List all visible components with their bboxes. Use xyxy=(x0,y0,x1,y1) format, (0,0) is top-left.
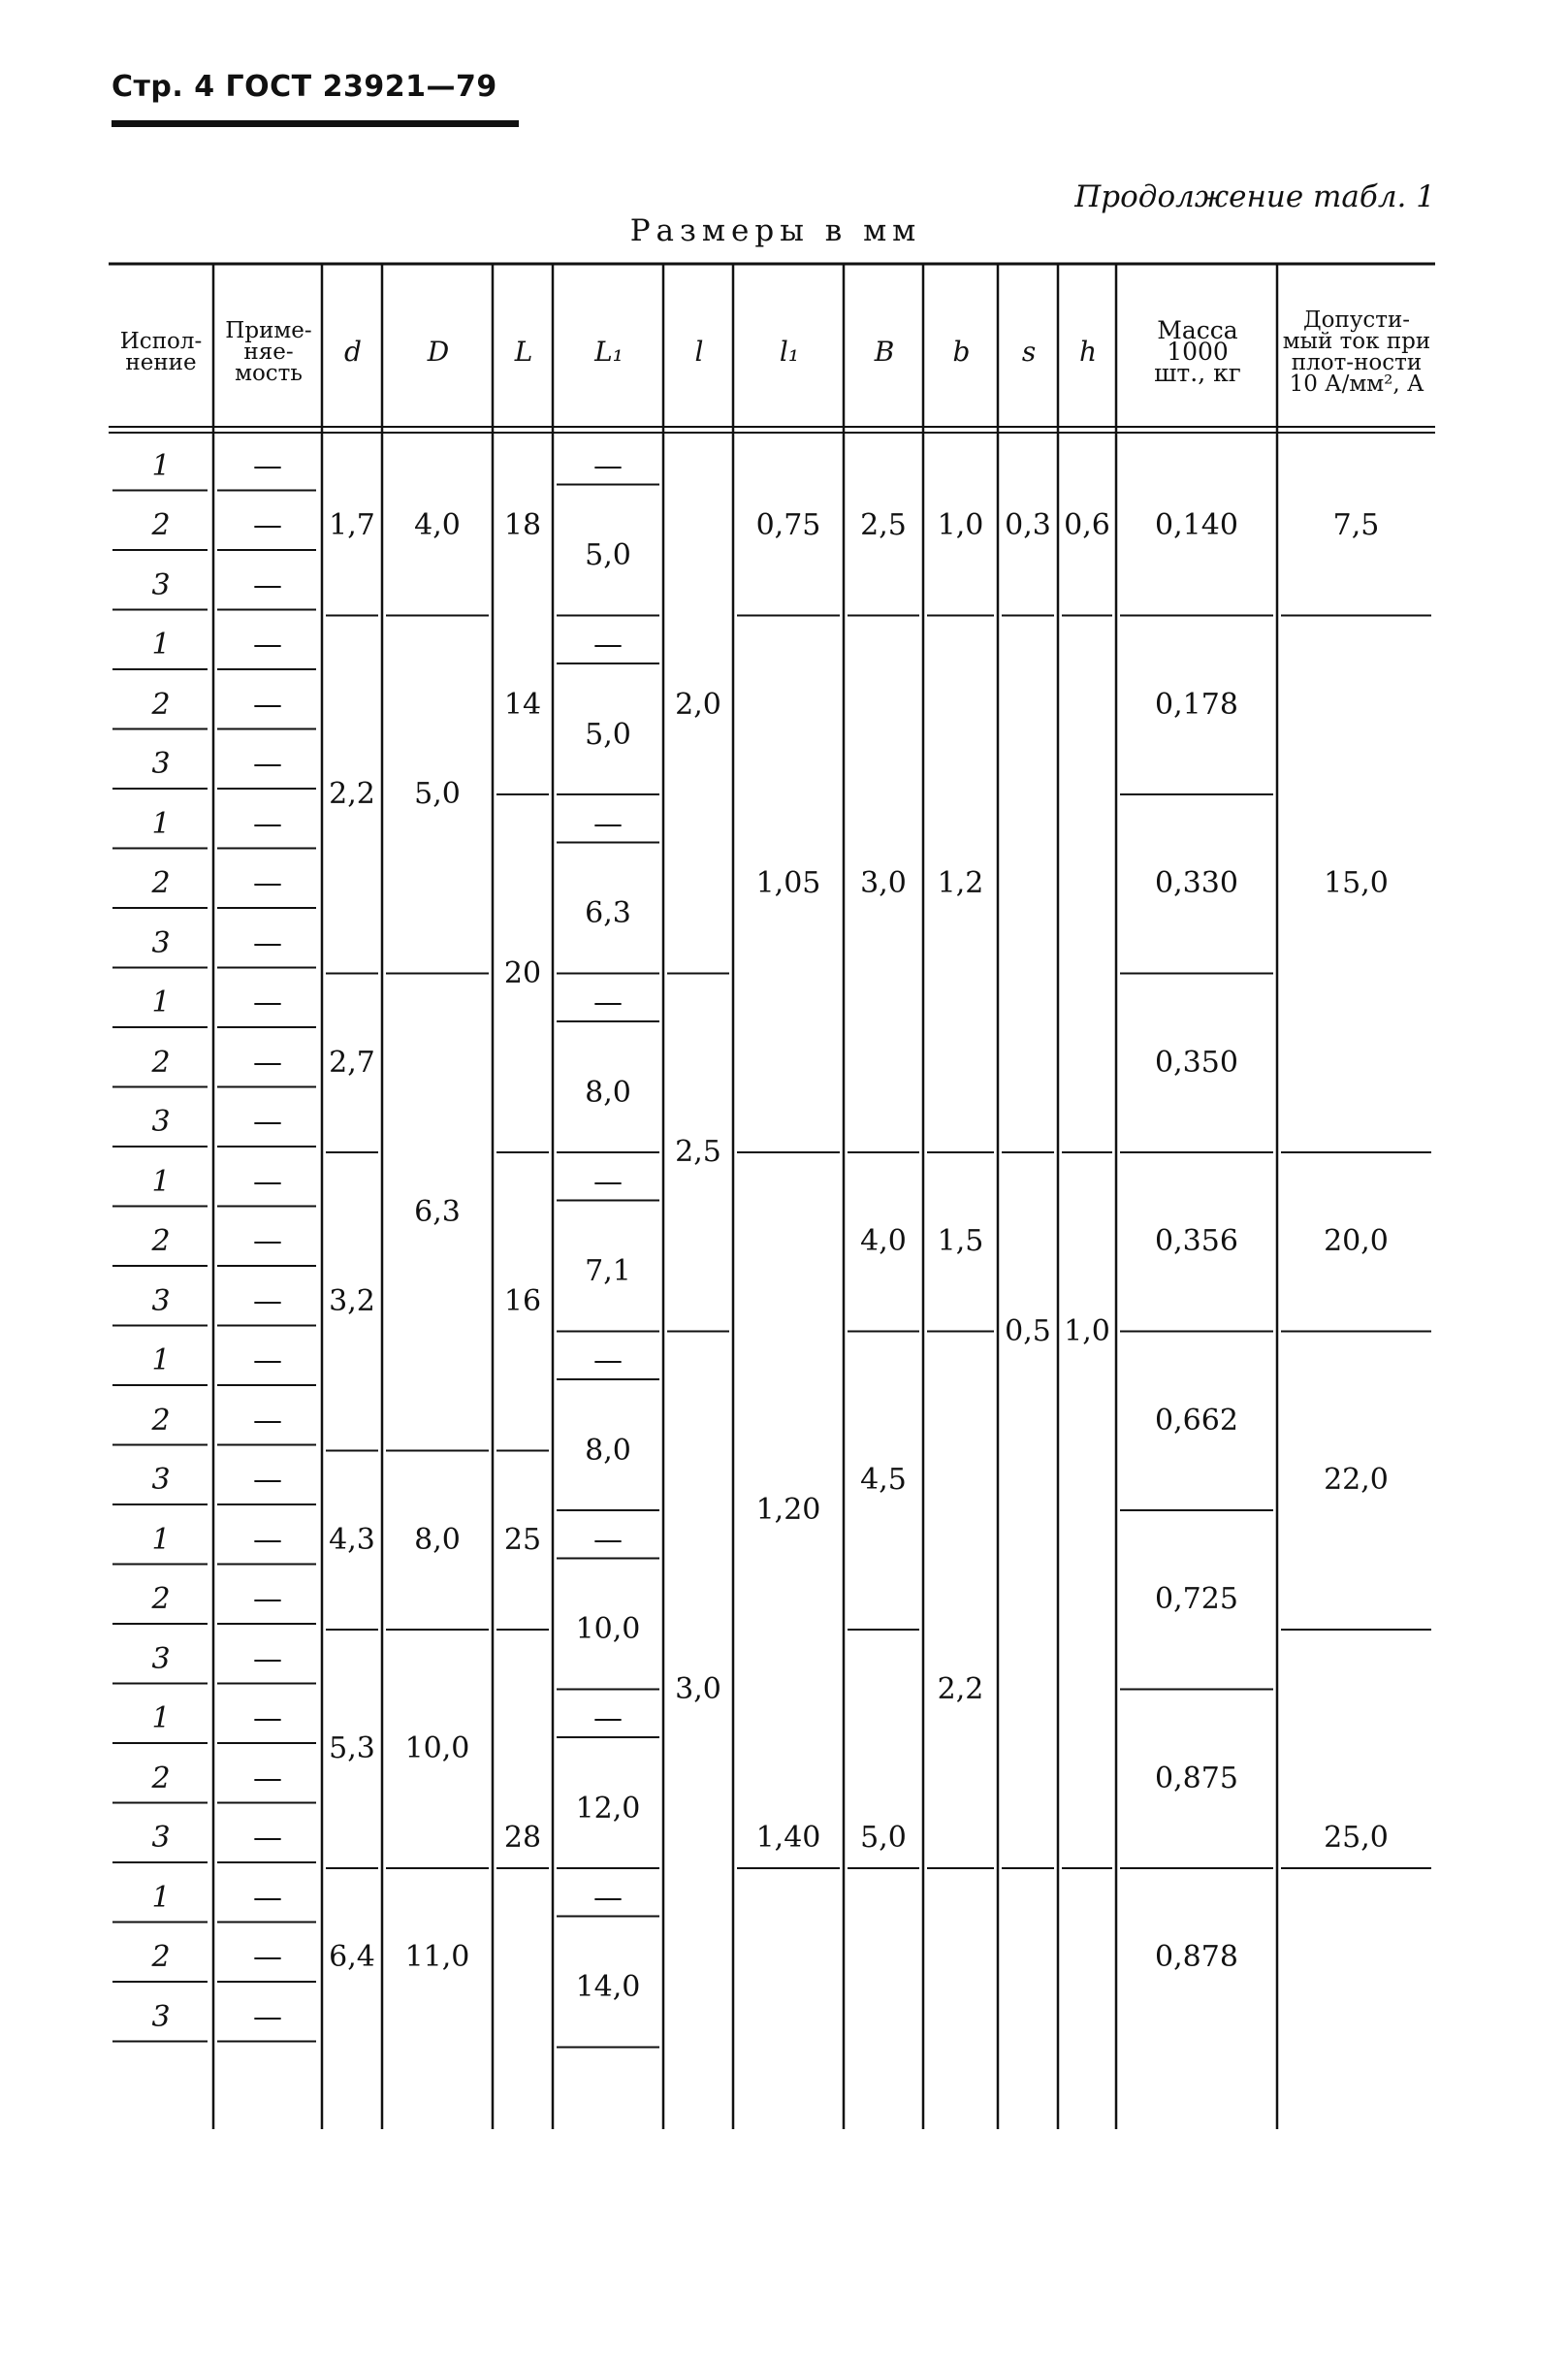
L1-value: 7,1 xyxy=(585,1254,631,1288)
execution-cell: 2 xyxy=(151,1940,171,1975)
applicability-cell: — xyxy=(253,747,282,782)
col-header-primenyaemost: Приме-няе-мость xyxy=(225,317,312,386)
execution-cell: 1 xyxy=(151,1880,171,1915)
L1-value: 8,0 xyxy=(585,1075,631,1110)
applicability-cell: — xyxy=(253,1164,282,1199)
b-value: 1,0 xyxy=(937,508,984,543)
L1-dash: — xyxy=(593,448,623,483)
l1-value: 0,75 xyxy=(755,508,821,543)
applicability-cell: — xyxy=(253,628,282,663)
D-value: 8,0 xyxy=(414,1522,461,1557)
s-value: 0,5 xyxy=(1005,1313,1051,1348)
L1-value: 14,0 xyxy=(575,1970,641,2004)
execution-cell: 2 xyxy=(151,1403,171,1438)
massa-value: 0,140 xyxy=(1155,508,1238,543)
h-value: 1,0 xyxy=(1064,1313,1110,1348)
applicability-cell: — xyxy=(253,1045,282,1080)
applicability-cell: — xyxy=(253,448,282,483)
massa-value: 0,330 xyxy=(1155,866,1238,901)
b-value: 1,5 xyxy=(937,1224,984,1259)
execution-cell: 3 xyxy=(151,747,171,782)
execution-cell: 3 xyxy=(151,1463,171,1498)
applicability-cell: — xyxy=(253,986,282,1020)
s-value: 0,3 xyxy=(1005,508,1051,543)
execution-cell: 1 xyxy=(151,448,171,483)
execution-cell: 2 xyxy=(151,1582,171,1617)
applicability-cell: — xyxy=(253,567,282,602)
L-value: 16 xyxy=(503,1283,542,1318)
col-header-d: d xyxy=(344,335,362,368)
D-value: 6,3 xyxy=(414,1194,461,1229)
L1-dash: — xyxy=(593,1522,623,1557)
col-header-l: l xyxy=(694,335,704,368)
L-value: 18 xyxy=(503,508,542,543)
applicability-cell: — xyxy=(253,1999,282,2034)
massa-value: 0,662 xyxy=(1155,1403,1238,1438)
applicability-cell: — xyxy=(253,1403,282,1438)
massa-value: 0,356 xyxy=(1155,1224,1238,1259)
applicability-cell: — xyxy=(253,806,282,841)
applicability-cell: — xyxy=(253,1701,282,1736)
L1-value: 8,0 xyxy=(585,1433,631,1468)
B-value: 4,0 xyxy=(860,1224,907,1259)
applicability-cell: — xyxy=(253,1821,282,1856)
massa-value: 0,178 xyxy=(1155,687,1238,722)
d-value: 2,7 xyxy=(329,1045,375,1080)
applicability-cell: — xyxy=(253,866,282,901)
col-header-D: D xyxy=(427,335,450,368)
applicability-cell: — xyxy=(253,1880,282,1915)
L1-dash: — xyxy=(593,1343,623,1378)
massa-value: 0,875 xyxy=(1155,1761,1238,1795)
execution-cell: 1 xyxy=(151,628,171,663)
L1-value: 5,0 xyxy=(585,717,631,752)
execution-cell: 1 xyxy=(151,1164,171,1199)
D-value: 5,0 xyxy=(414,777,461,811)
applicability-cell: — xyxy=(253,1522,282,1557)
execution-cell: 3 xyxy=(151,1283,171,1318)
L1-dash: — xyxy=(593,806,623,841)
applicability-cell: — xyxy=(253,1224,282,1259)
execution-cell: 3 xyxy=(151,925,171,960)
applicability-cell: — xyxy=(253,1105,282,1140)
applicability-cell: — xyxy=(253,508,282,543)
col-header-L1: L₁ xyxy=(594,335,624,368)
L1-value: 5,0 xyxy=(585,538,631,572)
tok-value: 25,0 xyxy=(1324,1821,1389,1856)
execution-cell: 3 xyxy=(151,567,171,602)
execution-cell: 1 xyxy=(151,986,171,1020)
tok-value: 22,0 xyxy=(1324,1463,1389,1498)
D-value: 4,0 xyxy=(414,508,461,543)
massa-value: 0,878 xyxy=(1155,1940,1238,1975)
l-value: 2,0 xyxy=(675,687,721,722)
execution-cell: 3 xyxy=(151,1641,171,1676)
l1-value: 1,40 xyxy=(755,1821,821,1856)
execution-cell: 3 xyxy=(151,1105,171,1140)
d-value: 4,3 xyxy=(329,1522,375,1557)
applicability-cell: — xyxy=(253,1463,282,1498)
applicability-cell: — xyxy=(253,687,282,722)
L1-dash: — xyxy=(593,1701,623,1736)
tok-value: 15,0 xyxy=(1324,866,1389,901)
execution-cell: 1 xyxy=(151,806,171,841)
D-value: 11,0 xyxy=(404,1940,470,1975)
d-value: 6,4 xyxy=(329,1940,375,1975)
h-value: 0,6 xyxy=(1064,508,1110,543)
applicability-cell: — xyxy=(253,1940,282,1975)
execution-cell: 2 xyxy=(151,1224,171,1259)
execution-cell: 2 xyxy=(151,1761,171,1795)
l-value: 2,5 xyxy=(675,1135,721,1169)
col-header-h: h xyxy=(1078,335,1098,368)
page-header: Стр. 4 ГОСТ 23921—79 xyxy=(112,70,497,104)
L1-dash: — xyxy=(593,986,623,1020)
L-value: 28 xyxy=(503,1821,542,1856)
b-value: 2,2 xyxy=(937,1671,984,1706)
massa-value: 0,350 xyxy=(1155,1045,1238,1080)
applicability-cell: — xyxy=(253,1343,282,1378)
execution-cell: 2 xyxy=(151,866,171,901)
col-header-tok: Допусти-мый ток при плот-ности 10 А/мм², А xyxy=(1282,307,1431,397)
applicability-cell: — xyxy=(253,1582,282,1617)
d-value: 3,2 xyxy=(329,1283,375,1318)
d-value: 2,2 xyxy=(329,777,375,811)
col-header-l1: l₁ xyxy=(779,335,800,368)
L-value: 20 xyxy=(503,955,542,990)
tok-value: 20,0 xyxy=(1324,1224,1389,1259)
L1-dash: — xyxy=(593,628,623,663)
massa-value: 0,725 xyxy=(1155,1582,1238,1617)
col-header-ispolnenie: Испол-нение xyxy=(119,328,203,375)
B-value: 5,0 xyxy=(860,1821,907,1856)
d-value: 1,7 xyxy=(329,508,375,543)
l1-value: 1,20 xyxy=(755,1493,821,1527)
L-value: 14 xyxy=(503,687,542,722)
d-value: 5,3 xyxy=(329,1731,375,1765)
L1-value: 12,0 xyxy=(575,1791,641,1826)
col-header-L: L xyxy=(514,335,533,368)
execution-cell: 2 xyxy=(151,687,171,722)
l-value: 3,0 xyxy=(675,1671,721,1706)
applicability-cell: — xyxy=(253,1283,282,1318)
b-value: 1,2 xyxy=(937,866,984,901)
B-value: 2,5 xyxy=(860,508,907,543)
units-caption: Размеры в мм xyxy=(629,213,922,248)
B-value: 3,0 xyxy=(860,866,907,901)
applicability-cell: — xyxy=(253,1641,282,1676)
L1-dash: — xyxy=(593,1164,623,1199)
l1-value: 1,05 xyxy=(755,866,821,901)
execution-cell: 3 xyxy=(151,1999,171,2034)
tok-value: 7,5 xyxy=(1332,508,1380,543)
L1-dash: — xyxy=(593,1880,623,1915)
B-value: 4,5 xyxy=(860,1463,907,1498)
col-header-B: B xyxy=(874,335,895,368)
L-value: 25 xyxy=(503,1522,542,1557)
execution-cell: 1 xyxy=(151,1701,171,1736)
applicability-cell: — xyxy=(253,925,282,960)
col-header-massa: Масса 1000 шт., кг xyxy=(1154,315,1241,387)
execution-cell: 3 xyxy=(151,1821,171,1856)
applicability-cell: — xyxy=(253,1761,282,1795)
table-continuation-caption: Продолжение табл. 1 xyxy=(1074,179,1435,214)
col-header-b: b xyxy=(952,335,971,368)
col-header-s: s xyxy=(1021,335,1037,368)
D-value: 10,0 xyxy=(404,1731,470,1765)
execution-cell: 1 xyxy=(151,1522,171,1557)
execution-cell: 2 xyxy=(151,1045,171,1080)
L1-value: 6,3 xyxy=(585,896,631,930)
L1-value: 10,0 xyxy=(575,1612,641,1646)
execution-cell: 2 xyxy=(151,508,171,543)
execution-cell: 1 xyxy=(151,1343,171,1378)
